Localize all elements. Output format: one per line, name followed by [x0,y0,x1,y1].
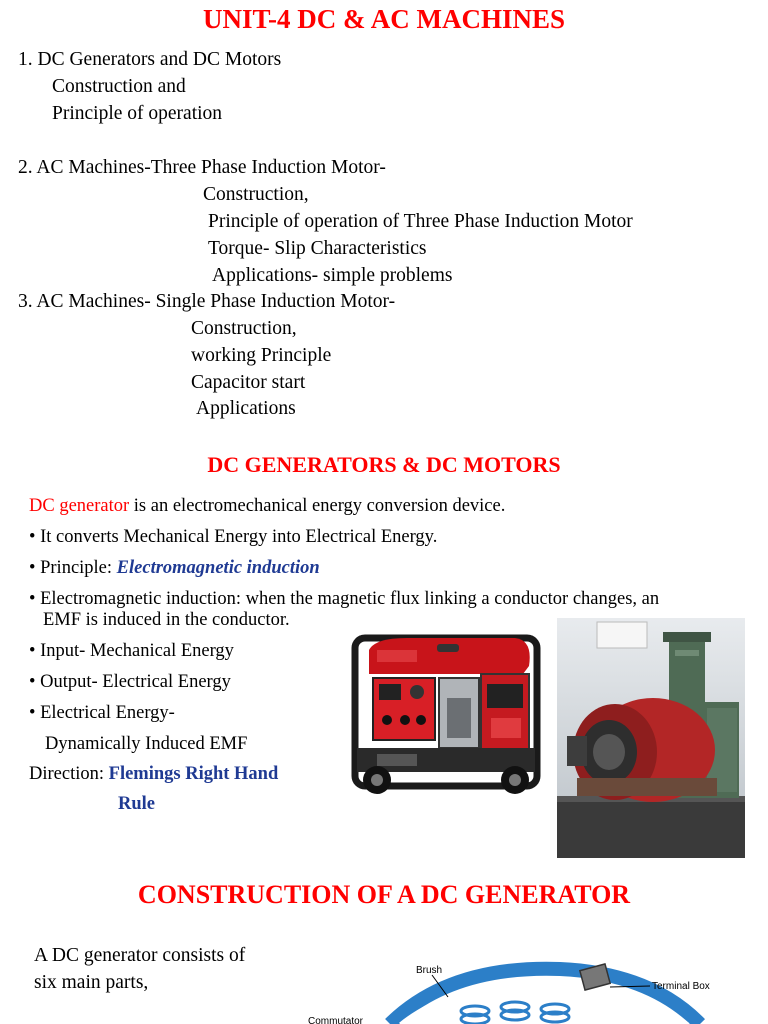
construction-text-line1: A DC generator consists of [34,945,246,966]
outline-item: Construction and [52,76,186,97]
diagram-label-terminal-box: Terminal Box [652,981,710,992]
portable-generator-image [347,628,545,798]
dc-machine-image [557,618,745,858]
section-title-dc: DC GENERATORS & DC MOTORS [207,452,561,477]
direction-rule-cont: Rule [118,794,155,814]
outline-item: Torque- Slip Characteristics [208,238,427,259]
outline-item: working Principle [191,345,332,366]
bullet-induction-line2: EMF is induced in the conductor. [43,610,290,630]
bullet-electrical-energy: • Electrical Energy- [29,703,175,723]
bullet-output: • Output- Electrical Energy [29,672,231,692]
dc-generator-diagram [300,955,740,1024]
intro-line [29,495,505,517]
intro-rest: is an electromechanical energy conversion device. [129,496,506,516]
dc-generator-term: DC generator [29,496,130,516]
diagram-label-brush: Brush [416,965,443,976]
outline-item: Capacitor start [191,372,306,393]
unit-title: UNIT-4 DC & AC MACHINES [202,4,566,34]
outline-item: Construction, [203,184,309,205]
diagram-label-commutator: Commutator [308,1016,364,1024]
outline-item: Applications- simple problems [212,265,453,286]
construction-text-line2: six main parts, [34,972,149,993]
direction-rule: Flemings Right Hand [108,764,279,784]
principle-label: • Principle: [29,558,117,578]
outline-item: Applications [196,398,296,419]
section-title-construction: CONSTRUCTION OF A DC GENERATOR [137,880,631,909]
bullet-induction-line1: • Electromagnetic induction: when the magnetic flux linking a conductor changes, an [29,589,660,609]
outline-item: Construction, [191,318,297,339]
bullet-principle [29,557,320,579]
direction-label: Direction: [29,764,109,784]
bullet-converts: • It converts Mechanical Energy into Electrical Energy. [29,527,438,547]
principle-value: Electromagnetic induction [116,558,320,578]
outline-item: Principle of operation [52,103,223,124]
direction-line [29,763,278,785]
bullet-input: • Input- Mechanical Energy [29,641,234,661]
outline-item: 1. DC Generators and DC Motors [18,49,282,70]
induced-emf-line: Dynamically Induced EMF [45,734,248,754]
outline-item: 2. AC Machines-Three Phase Induction Motor- [18,157,386,178]
outline-item: Principle of operation of Three Phase Induction Motor [208,211,633,232]
outline-item: 3. AC Machines- Single Phase Induction Motor- [18,291,396,312]
